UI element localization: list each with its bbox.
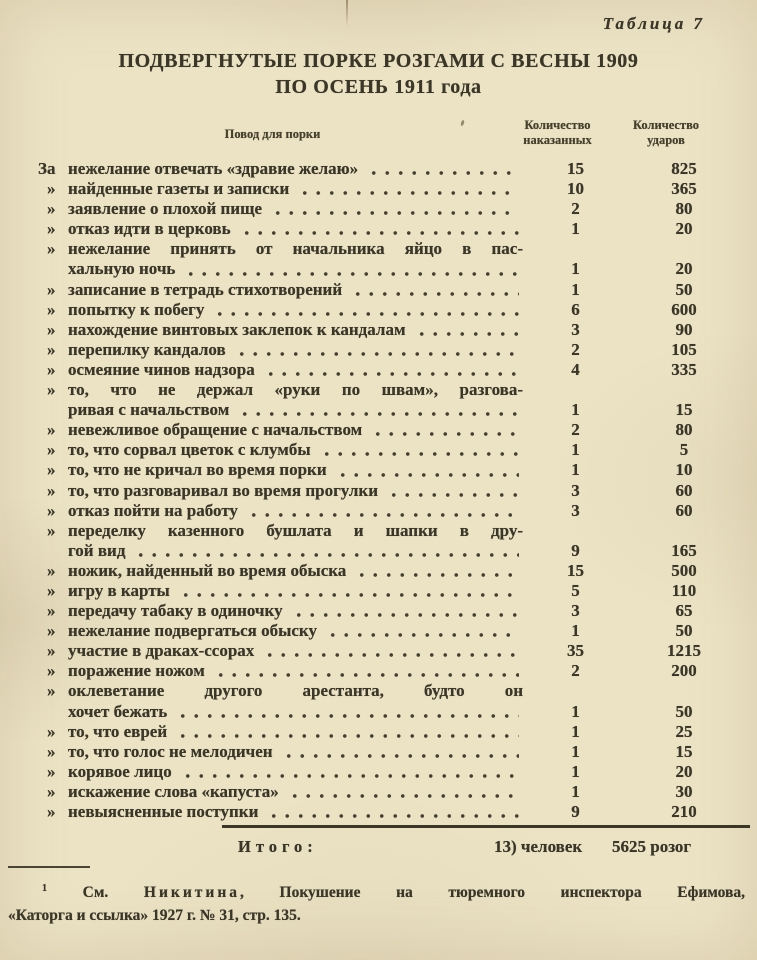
row-reason-main-line [68,601,523,621]
row-reason-main-line [68,501,523,521]
table-row [38,440,740,460]
row-reason [68,561,523,581]
row-reason [68,501,523,521]
row-ditto-mark: » [47,460,56,480]
row-reason [68,762,523,782]
row-reason [68,641,523,661]
row-strokes-count: 1215 [667,641,701,661]
row-reason-wrap-line: оклеветание другого арестанта, будто он [68,681,523,701]
table-row [38,239,740,279]
column-headers [40,118,740,148]
row-punished-count: 1 [571,621,580,641]
row-punished-count: 1 [571,440,580,460]
row-ditto-mark: » [47,661,56,681]
dot-leader [176,733,519,739]
row-reason [68,601,523,621]
row-strokes-count: 335 [671,359,697,379]
row-strokes-count: 80 [675,420,693,440]
row-reason [68,802,523,822]
row-punished-count: 1 [571,721,580,741]
row-strokes-count: 80 [675,199,693,219]
dot-leader [326,632,519,638]
row-reason-main-line [68,581,523,601]
dot-leader [355,572,519,578]
table-row [38,501,740,521]
dot-leader [367,170,519,176]
table-row [38,300,740,320]
row-reason-main-line [68,802,523,822]
table-row [38,179,740,199]
footnote-divider-rule [8,866,90,868]
row-punished-count: 10 [567,179,584,199]
row-reason-main-line [68,440,523,460]
row-reason-main-line [68,179,523,199]
row-reason-main-line [68,621,523,641]
table-row [38,159,740,179]
row-reason [68,782,523,802]
row-reason [68,219,523,239]
row-reason-main-line [68,722,523,742]
row-ditto-mark: » [47,299,56,319]
row-strokes-count: 15 [675,741,693,761]
row-reason-text: ривая с начальством [68,400,230,420]
row-strokes-count: 210 [671,802,697,821]
row-punished-count: 1 [571,279,580,299]
table-row [38,661,740,681]
row-reason [68,380,523,420]
row-ditto-mark: » [47,601,56,621]
row-reason-main-line [68,541,523,561]
totals-label: Итого: [238,837,318,856]
row-strokes-count: 600 [671,299,697,319]
footnote-line2: «Каторга и ссылка» 1927 г. № 31, стр. 135. [8,907,301,925]
row-reason [68,460,523,480]
dot-leader [184,271,519,277]
row-reason-main-line [68,460,523,480]
table-row [38,601,740,621]
row-strokes-count: 25 [675,721,693,741]
dot-leader [176,713,519,719]
footnote-author: Никитина [143,884,240,902]
row-punished-count: 2 [571,199,580,219]
row-punished-count: 3 [571,500,580,520]
row-reason [68,360,523,380]
table-row [38,681,740,721]
dot-leader [288,793,519,799]
table-number-label: Таблица 7 [602,14,705,33]
row-reason-text: попытку к побегу [68,299,205,319]
footnote [8,877,745,927]
row-reason-text: хочет бежать [68,701,168,721]
row-ditto-mark: » [47,279,56,299]
row-strokes-count: 15 [675,400,693,420]
row-reason-main-line [68,762,523,782]
table-row [38,199,740,219]
row-reason-main-line [68,320,523,340]
column-header-reason: Повод для порки [224,127,321,141]
row-ditto-mark: » [47,781,56,801]
row-reason-text: то, что еврей [68,721,168,741]
row-punished-count: 1 [571,460,580,480]
table-row [38,219,740,239]
row-reason-text: то, что сорвал цветок с клумбы [68,440,311,460]
table-row [38,460,740,480]
table-row [38,722,740,742]
row-reason [68,179,523,199]
dot-leader [235,351,519,357]
row-reason-text: заявление о плохой пище [68,199,262,219]
row-punished-count: 3 [571,480,580,500]
dot-leader [213,311,519,317]
row-ditto-mark: » [47,560,56,580]
table-row [38,420,740,440]
row-reason-main-line [68,199,523,219]
row-strokes-count: 65 [675,601,693,621]
row-punished-count: 4 [571,359,580,379]
row-strokes-count: 50 [675,621,693,641]
row-strokes-count: 500 [671,560,697,580]
row-ditto-mark: » [47,761,56,781]
row-punished-count: 15 [567,159,584,178]
row-punished-count: 1 [571,781,580,801]
row-strokes-count: 20 [675,761,693,781]
row-reason [68,300,523,320]
dot-leader [282,753,519,759]
row-reason-text: участие в драках-ссорах [68,641,255,661]
column-header-strokes: Количество ударов [632,118,700,147]
row-punished-count: 1 [571,259,580,279]
row-reason-main-line [68,360,523,380]
row-reason-main-line [68,159,523,179]
table-row [38,521,740,561]
row-reason-main-line [68,702,523,722]
table-row [38,802,740,822]
row-ditto-mark: » [47,520,56,540]
row-ditto-mark: » [47,239,56,259]
table-row [38,340,740,360]
row-reason-text: найденные газеты и записки [68,179,290,199]
row-reason-main-line [68,420,523,440]
row-reason [68,481,523,501]
dot-leader [336,472,519,478]
row-reason-text: нахождение винтовых заклепок к кандалам [68,319,406,339]
row-reason-text: передачу табаку в одиночку [68,601,283,621]
row-strokes-count: 50 [675,701,693,721]
column-header-punished: Количество наказанных [523,118,592,147]
row-punished-count: 2 [571,339,580,359]
row-reason [68,239,523,279]
row-reason [68,661,523,681]
row-reason-main-line [68,782,523,802]
row-ditto-mark: » [47,420,56,440]
row-reason-main-line [68,641,523,661]
row-strokes-count: 50 [675,279,693,299]
row-reason [68,280,523,300]
dot-leader [415,331,519,337]
row-reason-text: поражение ножом [68,661,205,681]
row-reason-text: ножик, найденный во время обыска [68,560,347,580]
table-title-line1: ПОДВЕРГНУТЫЕ ПОРКЕ РОЗГАМИ С ВЕСНЫ 1909 [118,50,639,72]
dot-leader [387,492,519,498]
row-reason-wrap-line: то, что не держал «руки по швам», разгова- [68,380,523,400]
row-reason-main-line [68,400,523,420]
row-reason-text: отказ идти в церковь [68,219,231,239]
row-strokes-count: 200 [671,661,697,681]
table-row [38,762,740,782]
row-strokes-count: 60 [675,480,693,500]
row-reason-text: нежелание подвергаться обыску [68,621,317,641]
dot-leader [351,291,519,297]
row-strokes-count: 365 [671,179,697,199]
row-punished-count: 35 [567,641,584,661]
row-ditto-mark: » [47,359,56,379]
row-reason [68,742,523,762]
row-punished-count: 2 [571,661,580,681]
row-strokes-count: 60 [675,500,693,520]
row-ditto-mark: » [47,179,56,199]
row-reason-text: игру в карты [68,580,170,600]
row-reason-main-line [68,219,523,239]
row-reason [68,722,523,742]
row-reason [68,440,523,460]
row-reason-main-line [68,481,523,501]
row-reason-text: невыясненные поступки [68,802,259,821]
row-reason-main-line [68,259,523,279]
totals-divider-rule [222,825,750,828]
row-reason [68,199,523,219]
row-punished-count: 3 [571,601,580,621]
table-row [38,561,740,581]
row-ditto-mark: » [47,440,56,460]
dot-leader [320,451,519,457]
row-ditto-mark: » [47,641,56,661]
table-row [38,782,740,802]
dot-leader [264,371,519,377]
row-ditto-mark: » [47,319,56,339]
row-punished-count: 3 [571,319,580,339]
row-reason [68,681,523,721]
row-strokes-count: 10 [675,460,693,480]
row-reason-main-line [68,561,523,581]
row-reason-main-line [68,340,523,360]
dot-leader [181,773,519,779]
dot-leader [238,411,519,417]
row-punished-count: 6 [571,299,580,319]
table-title-line2: ПО ОСЕНЬ 1911 года [275,76,482,98]
footnote-see: См. [82,884,109,902]
table-row [38,280,740,300]
table-row [38,621,740,641]
row-strokes-count: 165 [671,540,697,560]
row-reason-text: то, что разговаривал во время прогулки [68,480,378,500]
table-row [38,380,740,420]
table-body [38,159,740,822]
row-reason-text: искажение слова «капуста» [68,781,279,801]
row-reason-text: отказ пойти на работу [68,500,238,520]
footnote-line1 [8,877,745,904]
row-ditto-mark: » [47,802,56,821]
row-strokes-count: 825 [671,159,697,178]
row-punished-count: 1 [571,741,580,761]
dot-leader [271,210,519,216]
dot-leader [214,672,519,678]
row-ditto-mark: » [47,199,56,219]
row-reason [68,420,523,440]
row-ditto-mark: » [47,219,56,239]
row-ditto-mark: » [47,480,56,500]
table-row [38,320,740,340]
row-strokes-count: 110 [671,580,697,600]
row-reason-wrap-line: переделку казенного бушлата и шапки в дру- [68,520,523,540]
row-punished-count: 1 [571,761,580,781]
row-ditto-mark: » [47,339,56,359]
row-reason-text: осмеяние чинов надзора [68,359,255,379]
row-reason-text: то, что голос не мелодичен [68,741,273,761]
row-ditto-mark: » [47,380,56,400]
totals-strokes-value: 5625 розог [612,837,692,856]
dot-leader [292,612,519,618]
row-reason-text: гой вид [68,540,126,560]
dot-leader [134,552,519,558]
table-row [38,481,740,501]
row-reason-text: записание в тетрадь стихотворений [68,279,343,299]
row-reason [68,581,523,601]
row-punished-count: 15 [567,560,584,580]
table-row [38,581,740,601]
row-reason-text: то, что не кричал во время порки [68,460,327,480]
row-ditto-mark: » [47,580,56,600]
row-strokes-count: 20 [675,219,693,239]
row-reason-text: невежливое обращение с начальством [68,420,363,440]
row-reason [68,621,523,641]
row-reason [68,340,523,360]
row-reason-text: перепилку кандалов [68,339,226,359]
row-punished-count: 9 [571,540,580,560]
dot-leader [247,512,519,518]
totals-punished-value: 13) человек [494,837,583,856]
table-row [38,360,740,380]
row-strokes-count: 5 [679,440,689,460]
row-strokes-count: 105 [671,339,697,359]
row-punished-count: 2 [571,420,580,440]
table-title [0,48,757,100]
row-ditto-mark: » [47,721,56,741]
table-row [38,641,740,661]
dot-leader [267,813,519,819]
row-reason-wrap-line: нежелание принять от начальника яйцо в пас- [68,239,523,259]
row-reason-main-line [68,742,523,762]
row-reason [68,159,523,179]
row-reason-main-line [68,661,523,681]
row-ditto-mark: » [47,500,56,520]
row-reason-text: корявое лицо [68,761,172,781]
row-reason-main-line [68,300,523,320]
paper-crease-artifact [346,0,348,27]
dot-leader [263,652,519,658]
row-ditto-mark: » [47,621,56,641]
row-ditto-mark: » [47,681,56,701]
row-punished-count: 9 [571,802,580,821]
row-punished-count: 1 [571,400,580,420]
row-strokes-count: 30 [675,781,693,801]
row-reason-main-line [68,280,523,300]
dot-leader [179,592,519,598]
row-ditto-mark: » [47,741,56,761]
row-ditto-mark: За [38,159,56,178]
dot-leader [371,431,519,437]
row-reason [68,521,523,561]
row-punished-count: 1 [571,219,580,239]
dot-leader [240,230,519,236]
footnote-marker: 1 [42,883,47,894]
row-punished-count: 5 [571,580,580,600]
row-strokes-count: 20 [675,259,693,279]
row-reason-text: нежелание отвечать «здравие желаю» [68,159,359,178]
row-reason-text: хальную ночь [68,259,176,279]
table-row [38,742,740,762]
dot-leader [298,190,519,196]
footnote-source-title: , Покушение на тюремного инспектора Ефимова, [240,884,746,902]
row-punished-count: 1 [571,701,580,721]
row-reason [68,320,523,340]
row-strokes-count: 90 [675,319,693,339]
